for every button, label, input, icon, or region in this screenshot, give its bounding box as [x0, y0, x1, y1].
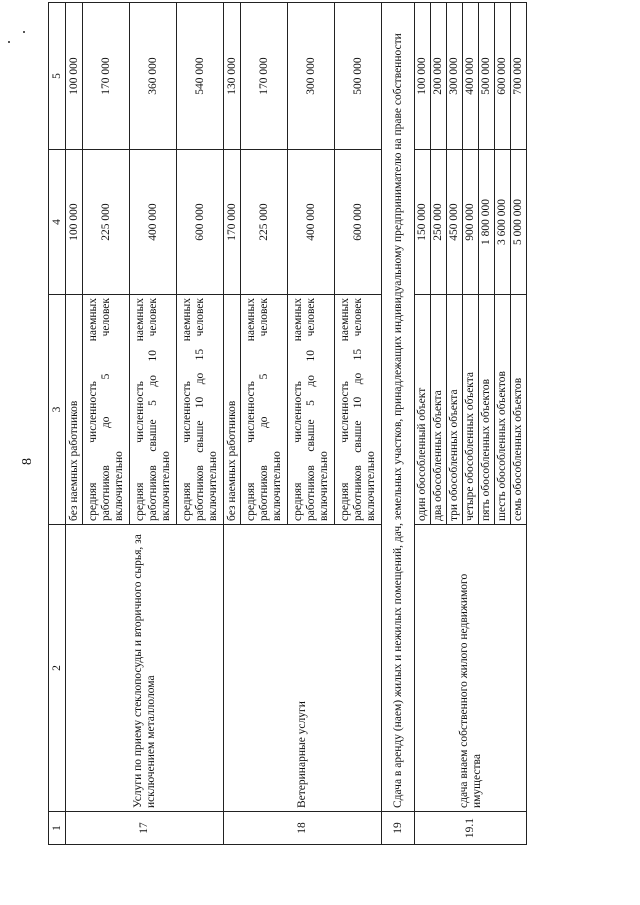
- service-title: Услуги по приему стеклопосуды и вторичного сырья, за исключением металлолома: [66, 525, 224, 812]
- value-col5: 500 000: [479, 3, 495, 150]
- value-col4: 3 600 000: [495, 150, 511, 295]
- condition-line: включительно: [206, 451, 219, 521]
- value-col5: 600 000: [495, 3, 511, 150]
- service-condition: шесть обособленных объектов: [495, 295, 511, 525]
- service-condition: [177, 295, 224, 525]
- col-header: 5: [49, 3, 66, 150]
- service-condition: [288, 295, 335, 525]
- value-col4: 400 000: [130, 150, 177, 295]
- table-row: [224, 3, 241, 845]
- scan-dot: [23, 31, 25, 33]
- value-col5: 500 000: [335, 3, 382, 150]
- value-col4: 225 000: [83, 150, 130, 295]
- condition-line: включительно: [317, 451, 330, 521]
- condition-line: работников свыше 5 до 10 человек: [146, 298, 159, 521]
- condition-line: работников свыше 10 до 15 человек: [351, 298, 364, 521]
- header-row: [49, 3, 66, 845]
- service-condition: [335, 295, 382, 525]
- condition-line: без наемных работников: [67, 400, 80, 521]
- value-col5: 170 000: [83, 3, 130, 150]
- condition-line: включительно: [112, 451, 125, 521]
- condition-line: средняя численность наемных: [86, 298, 99, 521]
- value-col4: 100 000: [66, 150, 83, 295]
- service-condition: [224, 295, 241, 525]
- condition-line: средняя численность наемных: [180, 298, 193, 521]
- service-condition: [83, 295, 130, 525]
- service-condition: четыре обособленных объекта: [463, 295, 479, 525]
- value-col5: 130 000: [224, 3, 241, 150]
- value-col4: 250 000: [431, 150, 447, 295]
- value-col4: 170 000: [224, 150, 241, 295]
- service-condition: три обособленных объекта: [447, 295, 463, 525]
- condition-line: работников до 5 человек: [99, 298, 112, 521]
- value-col4: 600 000: [335, 150, 382, 295]
- value-col5: 540 000: [177, 3, 224, 150]
- value-col4: 400 000: [288, 150, 335, 295]
- value-col4: 600 000: [177, 150, 224, 295]
- value-col5: 300 000: [288, 3, 335, 150]
- value-col4: 5 000 000: [511, 150, 527, 295]
- value-col4: 225 000: [241, 150, 288, 295]
- scan-dot: [8, 41, 10, 43]
- service-condition: пять обособленных объектов: [479, 295, 495, 525]
- row-number: 17: [66, 812, 224, 845]
- condition-line: средняя численность наемных: [133, 298, 146, 521]
- value-col4: 150 000: [415, 150, 431, 295]
- condition-line: включительно: [159, 451, 172, 521]
- condition-line: включительно: [270, 451, 283, 521]
- condition-line: включительно: [364, 451, 377, 521]
- value-col5: 100 000: [66, 3, 83, 150]
- col-header: 1: [49, 812, 66, 845]
- condition-line: средняя численность наемных: [338, 298, 351, 521]
- service-condition: [66, 295, 83, 525]
- value-col4: 450 000: [447, 150, 463, 295]
- service-title: Ветеринарные услуги: [224, 525, 382, 812]
- condition-line: работников свыше 10 до 15 человек: [193, 298, 206, 521]
- row-number: 18: [224, 812, 382, 845]
- service-condition: семь обособленных объектов: [511, 295, 527, 525]
- condition-line: без наемных работников: [225, 400, 238, 521]
- service-condition: один обособленный объект: [415, 295, 431, 525]
- condition-line: работников свыше 5 до 10 человек: [304, 298, 317, 521]
- value-col5: 300 000: [447, 3, 463, 150]
- section-title: Сдача в аренду (наем) жилых и нежилых помещений, дач, земельных участков, принадлежащих индивидуальному предпринимателю на праве собственности: [382, 3, 415, 812]
- value-col5: 400 000: [463, 3, 479, 150]
- condition-line: средняя численность наемных: [291, 298, 304, 521]
- value-col5: 100 000: [415, 3, 431, 150]
- value-col5: 200 000: [431, 3, 447, 150]
- service-title: сдача внаем собственного жилого недвижимого имущества: [415, 525, 527, 812]
- section-row: [382, 3, 415, 845]
- page-number: 8: [20, 458, 35, 465]
- condition-line: средняя численность наемных: [244, 298, 257, 521]
- row-number: 19.1: [415, 812, 527, 845]
- col-header: 3: [49, 295, 66, 525]
- table-row: [66, 3, 83, 845]
- service-condition: два обособленных объекта: [431, 295, 447, 525]
- table-row: [415, 3, 431, 845]
- value-col5: 170 000: [241, 3, 288, 150]
- value-col5: 700 000: [511, 3, 527, 150]
- col-header: 2: [49, 525, 66, 812]
- tax-rate-table: [48, 2, 527, 845]
- service-condition: [130, 295, 177, 525]
- value-col4: 900 000: [463, 150, 479, 295]
- section-number: 19: [382, 812, 415, 845]
- condition-line: работников до 5 человек: [257, 298, 270, 521]
- value-col5: 360 000: [130, 3, 177, 150]
- service-condition: [241, 295, 288, 525]
- col-header: 4: [49, 150, 66, 295]
- value-col4: 1 800 000: [479, 150, 495, 295]
